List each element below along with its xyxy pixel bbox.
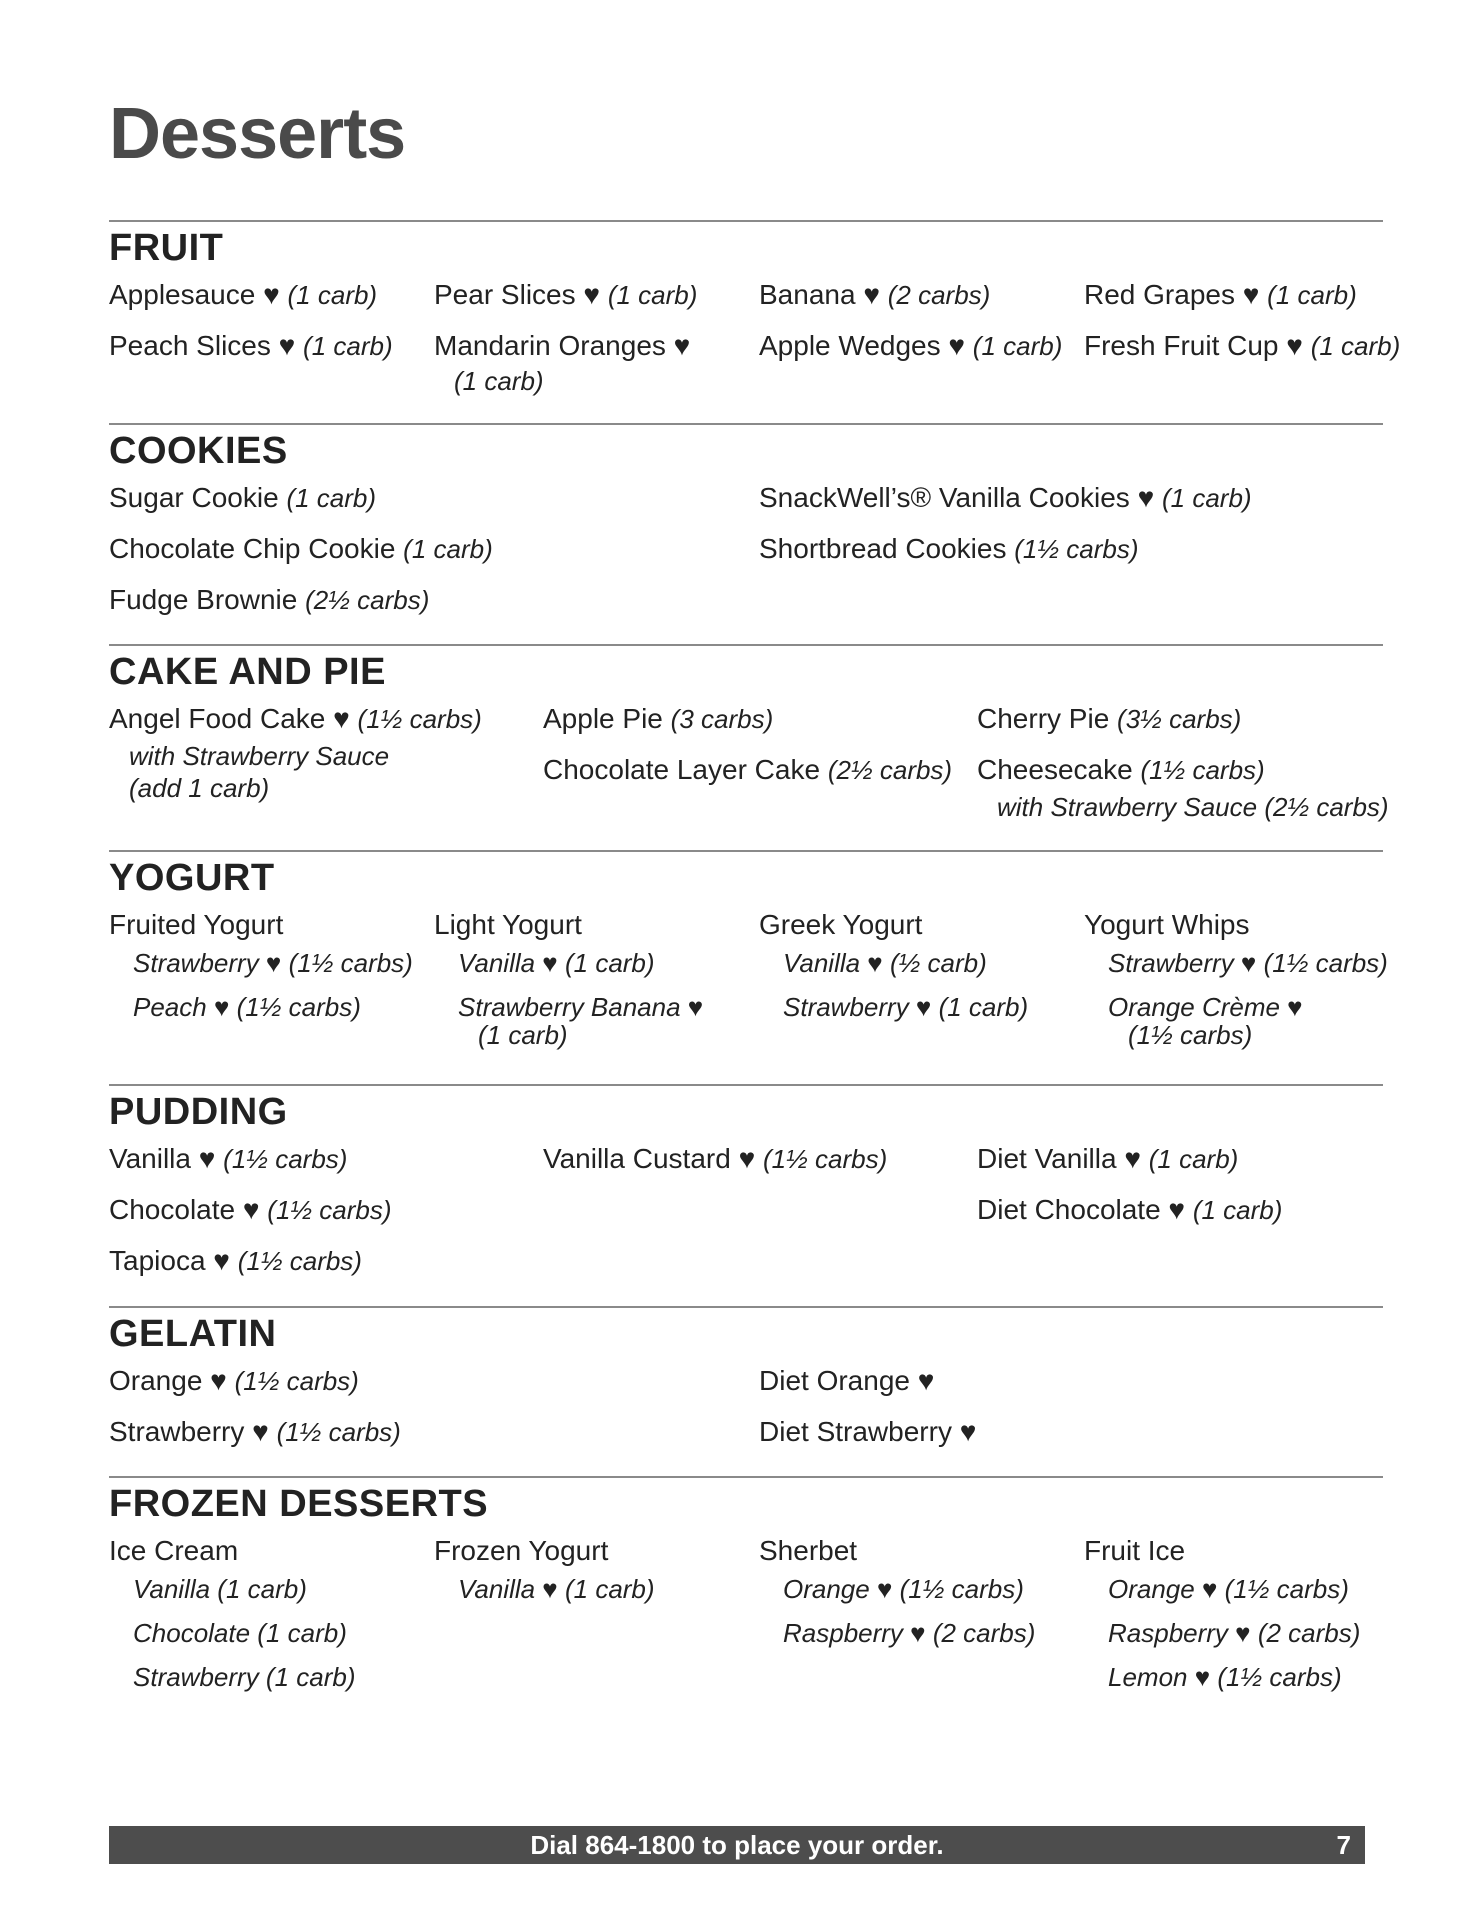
- list-item: Vanilla ♥ (1½ carbs): [109, 1143, 348, 1174]
- section-heading: COOKIES: [109, 430, 288, 472]
- list-item: Fudge Brownie (2½ carbs): [109, 584, 430, 615]
- list-item: Peach ♥ (1½ carbs): [133, 992, 361, 1022]
- section-heading: CAKE AND PIE: [109, 651, 386, 693]
- list-item: Vanilla ♥ (½ carb): [783, 948, 987, 978]
- list-item: Cheesecake (1½ carbs): [977, 754, 1265, 785]
- cookies-col-1: [109, 481, 759, 634]
- list-item: Vanilla (1 carb): [133, 1574, 307, 1604]
- list-item: Strawberry ♥ (1½ carbs): [133, 948, 413, 978]
- list-item: Cherry Pie (3½ carbs): [977, 703, 1242, 734]
- group-name: Yogurt Whips: [1084, 909, 1250, 940]
- list-item: Applesauce ♥ (1 carb): [109, 279, 378, 310]
- list-item: Angel Food Cake ♥ (1½ carbs): [109, 703, 482, 734]
- section-fruit: [109, 220, 1401, 406]
- list-item: Mandarin Oranges ♥: [434, 330, 691, 361]
- page-title: Desserts: [109, 94, 406, 174]
- section-heading: FROZEN DESSERTS: [109, 1483, 489, 1525]
- list-item: Pear Slices ♥ (1 carb): [434, 279, 698, 310]
- list-item: Orange Crème ♥: [1108, 992, 1303, 1022]
- group-name: Sherbet: [759, 1535, 858, 1566]
- cake-col-2: [543, 702, 977, 823]
- cake-col-3: [977, 702, 1389, 823]
- section-heading: GELATIN: [109, 1313, 277, 1355]
- list-item: Apple Wedges ♥ (1 carb): [759, 330, 1063, 361]
- list-item: Lemon ♥ (1½ carbs): [1108, 1662, 1342, 1692]
- section-yogurt: [109, 850, 1388, 1060]
- list-item: Sugar Cookie (1 carb): [109, 482, 377, 513]
- item-carb-continued: (1½ carbs): [1128, 1020, 1253, 1050]
- list-item: Diet Vanilla ♥ (1 carb): [977, 1143, 1239, 1174]
- list-item: Chocolate (1 carb): [133, 1618, 347, 1648]
- fruit-col-3: [759, 278, 1084, 406]
- list-item: Strawberry (1 carb): [133, 1662, 356, 1692]
- list-item: Diet Strawberry ♥: [759, 1416, 977, 1447]
- list-item: Fresh Fruit Cup ♥ (1 carb): [1084, 330, 1401, 361]
- list-item: SnackWell’s® Vanilla Cookies ♥ (1 carb): [759, 482, 1252, 513]
- pudding-col-1: [109, 1142, 543, 1295]
- section-frozen-desserts: [109, 1476, 1383, 1704]
- footer-bar: [109, 1826, 1365, 1864]
- gelatin-col-2: [759, 1364, 1383, 1466]
- fruit-col-2: [434, 278, 759, 406]
- section-cookies: [109, 423, 1383, 634]
- section-heading: FRUIT: [109, 227, 224, 269]
- fruit-col-4: [1084, 278, 1401, 406]
- list-item: Chocolate Chip Cookie (1 carb): [109, 533, 493, 564]
- item-option: (add 1 carb): [129, 773, 270, 803]
- frozen-col-3: [759, 1534, 1084, 1704]
- list-item: Tapioca ♥ (1½ carbs): [109, 1245, 362, 1276]
- group-name: Frozen Yogurt: [434, 1535, 609, 1566]
- frozen-col-2: [434, 1534, 759, 1704]
- pudding-col-3: [977, 1142, 1383, 1295]
- page-number: 7: [1336, 1830, 1351, 1860]
- pudding-col-2: [543, 1142, 977, 1295]
- list-item: Vanilla Custard ♥ (1½ carbs): [543, 1143, 888, 1174]
- gelatin-col-1: [109, 1364, 759, 1466]
- list-item: Diet Orange ♥: [759, 1365, 935, 1396]
- list-item: Strawberry ♥ (1½ carbs): [1108, 948, 1388, 978]
- list-item: Chocolate ♥ (1½ carbs): [109, 1194, 392, 1225]
- yogurt-col-3: [759, 908, 1084, 1060]
- list-item: Raspberry ♥ (2 carbs): [1108, 1618, 1361, 1648]
- group-name: Light Yogurt: [434, 909, 582, 940]
- list-item: Peach Slices ♥ (1 carb): [109, 330, 393, 361]
- group-name: Fruit Ice: [1084, 1535, 1186, 1566]
- list-item: Raspberry ♥ (2 carbs): [783, 1618, 1036, 1648]
- cookies-col-2: [759, 481, 1383, 634]
- frozen-col-4: [1084, 1534, 1383, 1704]
- section-heading: PUDDING: [109, 1091, 288, 1133]
- section-cake-and-pie: [109, 644, 1389, 823]
- section-gelatin: [109, 1306, 1383, 1466]
- item-option: with Strawberry Sauce (2½ carbs): [997, 792, 1389, 822]
- section-pudding: [109, 1084, 1383, 1295]
- footer-message: Dial 864-1800 to place your order.: [530, 1830, 944, 1860]
- list-item: Chocolate Layer Cake (2½ carbs): [543, 754, 953, 785]
- list-item: Orange ♥ (1½ carbs): [783, 1574, 1024, 1604]
- list-item: Strawberry ♥ (1 carb): [783, 992, 1029, 1022]
- item-option: with Strawberry Sauce: [129, 741, 390, 771]
- list-item: Apple Pie (3 carbs): [543, 703, 774, 734]
- item-carb-continued: (1 carb): [454, 366, 544, 396]
- list-item: Orange ♥ (1½ carbs): [1108, 1574, 1349, 1604]
- list-item: Orange ♥ (1½ carbs): [109, 1365, 359, 1396]
- list-item: Vanilla ♥ (1 carb): [458, 1574, 655, 1604]
- list-item: Strawberry ♥ (1½ carbs): [109, 1416, 401, 1447]
- fruit-col-1: [109, 278, 434, 406]
- section-heading: YOGURT: [109, 857, 275, 899]
- list-item: Vanilla ♥ (1 carb): [458, 948, 655, 978]
- group-name: Fruited Yogurt: [109, 909, 284, 940]
- frozen-col-1: [109, 1534, 434, 1704]
- yogurt-col-4: [1084, 908, 1388, 1060]
- yogurt-col-2: [434, 908, 759, 1060]
- group-name: Ice Cream: [109, 1535, 239, 1566]
- yogurt-col-1: [109, 908, 434, 1060]
- list-item: Diet Chocolate ♥ (1 carb): [977, 1194, 1283, 1225]
- list-item: Shortbread Cookies (1½ carbs): [759, 533, 1139, 564]
- list-item: Strawberry Banana ♥: [458, 992, 704, 1022]
- list-item: Banana ♥ (2 carbs): [759, 279, 991, 310]
- group-name: Greek Yogurt: [759, 909, 923, 940]
- cake-col-1: [109, 702, 543, 823]
- item-carb-continued: (1 carb): [478, 1020, 568, 1050]
- list-item: Red Grapes ♥ (1 carb): [1084, 279, 1357, 310]
